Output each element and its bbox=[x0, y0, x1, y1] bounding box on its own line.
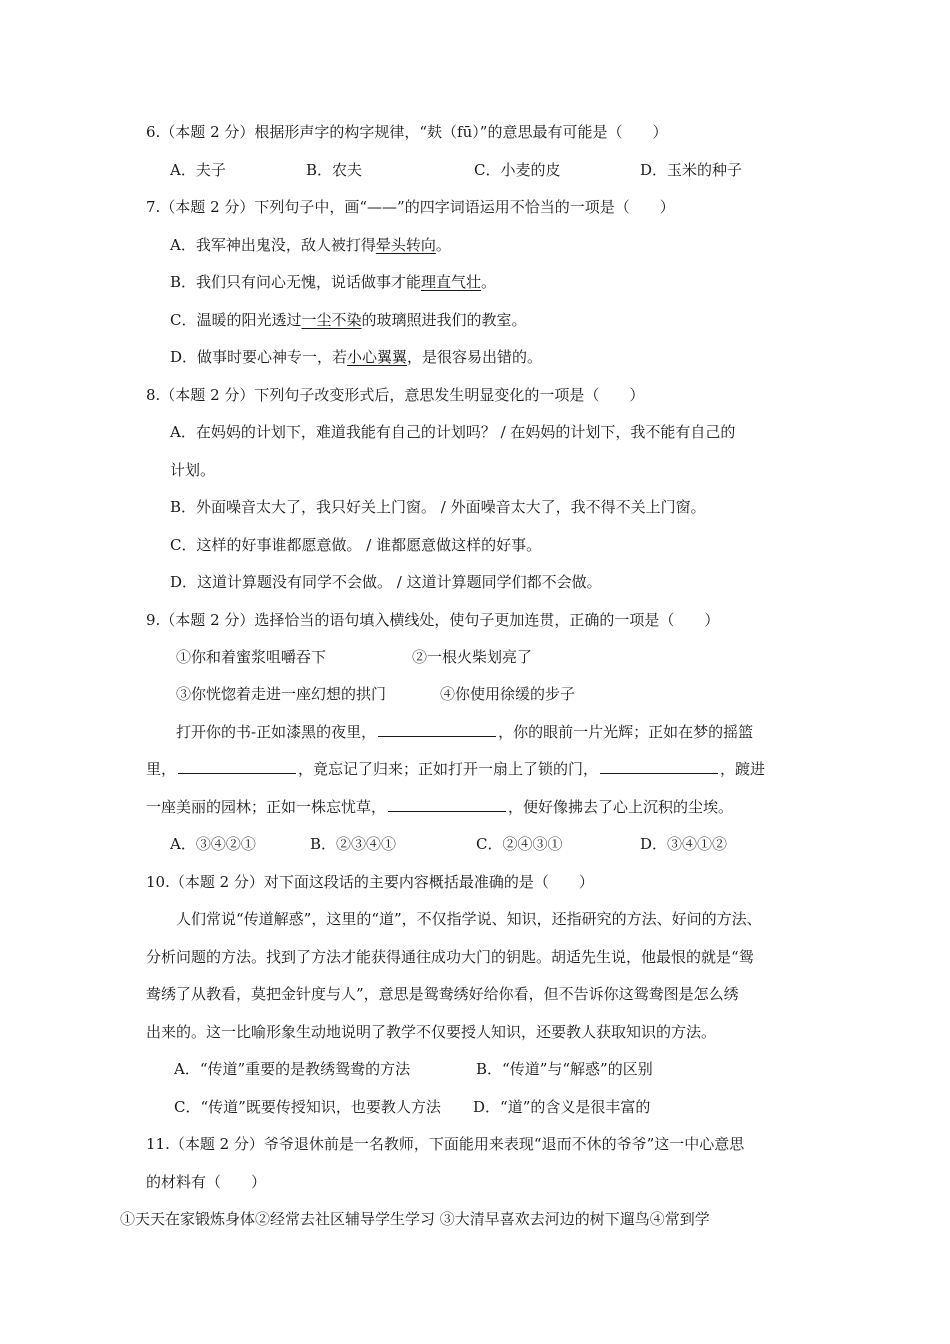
q9-p2-text-c: ，踱进 bbox=[720, 760, 766, 778]
q10-passage-line3: 鸯绣了从教看，莫把金针度与人”，意思是鸳鸯绣好给你看，但不告诉你这鸳鸯图是怎么绣 bbox=[146, 985, 739, 1003]
q7-option-c bbox=[170, 309, 527, 331]
q9-passage-line2 bbox=[146, 758, 765, 780]
q9-blank-4 bbox=[388, 797, 506, 812]
q7-d-text: D．做事时要心神专一，若 bbox=[170, 348, 348, 366]
q9-choice-2: ②一根火柴划亮了 bbox=[412, 648, 533, 666]
q9-passage-line1 bbox=[176, 721, 753, 743]
q7-option-b bbox=[170, 271, 496, 293]
q11-stem-line2: 的材料有（ ） bbox=[146, 1173, 267, 1191]
q9-blank-2 bbox=[178, 759, 296, 774]
q6-option-c: C．小麦的皮 bbox=[474, 161, 561, 179]
q9-choice-3: ③你恍惚着走进一座幻想的拱门 bbox=[176, 685, 387, 703]
q7-c-end: 的玻璃照进我们的教室。 bbox=[361, 311, 527, 329]
q7-c-text: C．温暖的阳光透过 bbox=[170, 311, 302, 329]
q9-option-d: D．③④①② bbox=[640, 835, 728, 853]
q10-option-a: A．“传道”重要的是教绣鸳鸯的方法 bbox=[174, 1060, 411, 1078]
q9-option-b: B．②③④① bbox=[310, 835, 397, 853]
q11-material-line1: ①天天在家锻炼身体②经常去社区辅导学生学习 ③大清早喜欢去河边的树下遛鸟④常到学 bbox=[120, 1210, 710, 1228]
q9-p1-text: 打开你的书-正如漆黑的夜里， bbox=[176, 723, 377, 741]
q8-option-b: B．外面噪音太大了，我只好关上门窗。 / 外面噪音太大了，我不得不关上门窗。 bbox=[170, 498, 706, 516]
q9-choice-1: ①你和着蜜浆咀嚼吞下 bbox=[176, 648, 327, 666]
q10-passage-line1: 人们常说“传道解惑”，这里的“道”，不仅指学说、知识，还指研究的方法、好问的方法、 bbox=[176, 910, 762, 928]
q9-option-c: C．②④③① bbox=[476, 835, 563, 853]
q7-a-end: 。 bbox=[435, 236, 451, 254]
q8-option-a-line2: 计划。 bbox=[170, 461, 216, 479]
q6-stem: 6.（本题 2 分）根据形声字的构字规律，“麸（fū）”的意思最有可能是（ ） bbox=[146, 123, 668, 141]
q8-option-a-line1: A．在妈妈的计划下，难道我能有自己的计划吗？ / 在妈妈的计划下，我不能有自己的 bbox=[170, 423, 736, 441]
q9-option-a: A．③④②① bbox=[170, 835, 256, 853]
q9-choice-4: ④你使用徐缓的步子 bbox=[440, 685, 576, 703]
q9-stem: 9.（本题 2 分）选择恰当的语句填入横线处，使句子更加连贯，正确的一项是（ ） bbox=[146, 611, 720, 629]
q7-option-d bbox=[170, 346, 542, 368]
q7-d-end: ，是很容易出错的。 bbox=[407, 348, 543, 366]
q10-passage-line2: 分析问题的方法。找到了方法才能获得通往成功大门的钥匙。胡适先生说，他最恨的就是“鸳 bbox=[146, 948, 754, 966]
q9-passage-line3 bbox=[146, 796, 733, 818]
q9-p3-text-b: ，便好像拂去了心上沉积的尘埃。 bbox=[508, 798, 734, 816]
q8-stem: 8.（本题 2 分）下列句子改变形式后，意思发生明显变化的一项是（ ） bbox=[146, 386, 645, 404]
q9-p1-text-b: ，你的眼前一片光辉；正如在梦的摇篮 bbox=[498, 723, 754, 741]
q7-d-idiom: 小心翼翼 bbox=[347, 348, 408, 366]
q9-blank-1 bbox=[378, 722, 496, 737]
q10-option-d: D．“道”的含义是很丰富的 bbox=[473, 1098, 651, 1116]
q7-a-text: A．我军神出鬼没，敌人被打得 bbox=[170, 236, 376, 254]
q9-p2-text: 里， bbox=[146, 760, 177, 778]
q7-stem: 7.（本题 2 分）下列句子中，画“——”的四字词语运用不恰当的一项是（ ） bbox=[146, 198, 675, 216]
q8-option-c: C．这样的好事谁都愿意做。 / 谁都愿意做这样的好事。 bbox=[170, 536, 542, 554]
q6-option-b: B．农夫 bbox=[306, 161, 363, 179]
q7-option-a bbox=[170, 234, 451, 256]
q9-p2-text-b: ，竟忘记了归来；正如打开一扇上了锁的门， bbox=[298, 760, 599, 778]
q11-stem-line1: 11.（本题 2 分）爷爷退休前是一名教师，下面能用来表现“退而不休的爷爷”这一中心意思 bbox=[146, 1135, 745, 1153]
q7-a-idiom: 晕头转向 bbox=[375, 236, 436, 254]
q7-c-idiom: 一尘不染 bbox=[301, 311, 362, 329]
q7-b-text: B．我们只有问心无愧，说话做事才能 bbox=[170, 273, 422, 291]
q10-stem: 10.（本题 2 分）对下面这段话的主要内容概括最准确的是（ ） bbox=[146, 873, 594, 891]
q10-option-c: C．“传道”既要传授知识，也要教人方法 bbox=[174, 1098, 441, 1116]
q7-b-idiom: 理直气壮 bbox=[421, 273, 482, 291]
q9-p3-text: 一座美丽的园林；正如一株忘忧草， bbox=[146, 798, 387, 816]
q10-option-b: B．“传道”与“解惑”的区别 bbox=[476, 1060, 653, 1078]
q8-option-d: D．这道计算题没有同学不会做。 / 这道计算题同学们都不会做。 bbox=[170, 573, 602, 591]
q9-blank-3 bbox=[600, 759, 718, 774]
q7-b-end: 。 bbox=[481, 273, 497, 291]
q6-option-a: A．夫子 bbox=[170, 161, 226, 179]
q6-option-d: D．玉米的种子 bbox=[640, 161, 743, 179]
q10-passage-line4: 出来的。这一比喻形象生动地说明了教学不仅要授人知识，还要教人获取知识的方法。 bbox=[146, 1023, 717, 1041]
